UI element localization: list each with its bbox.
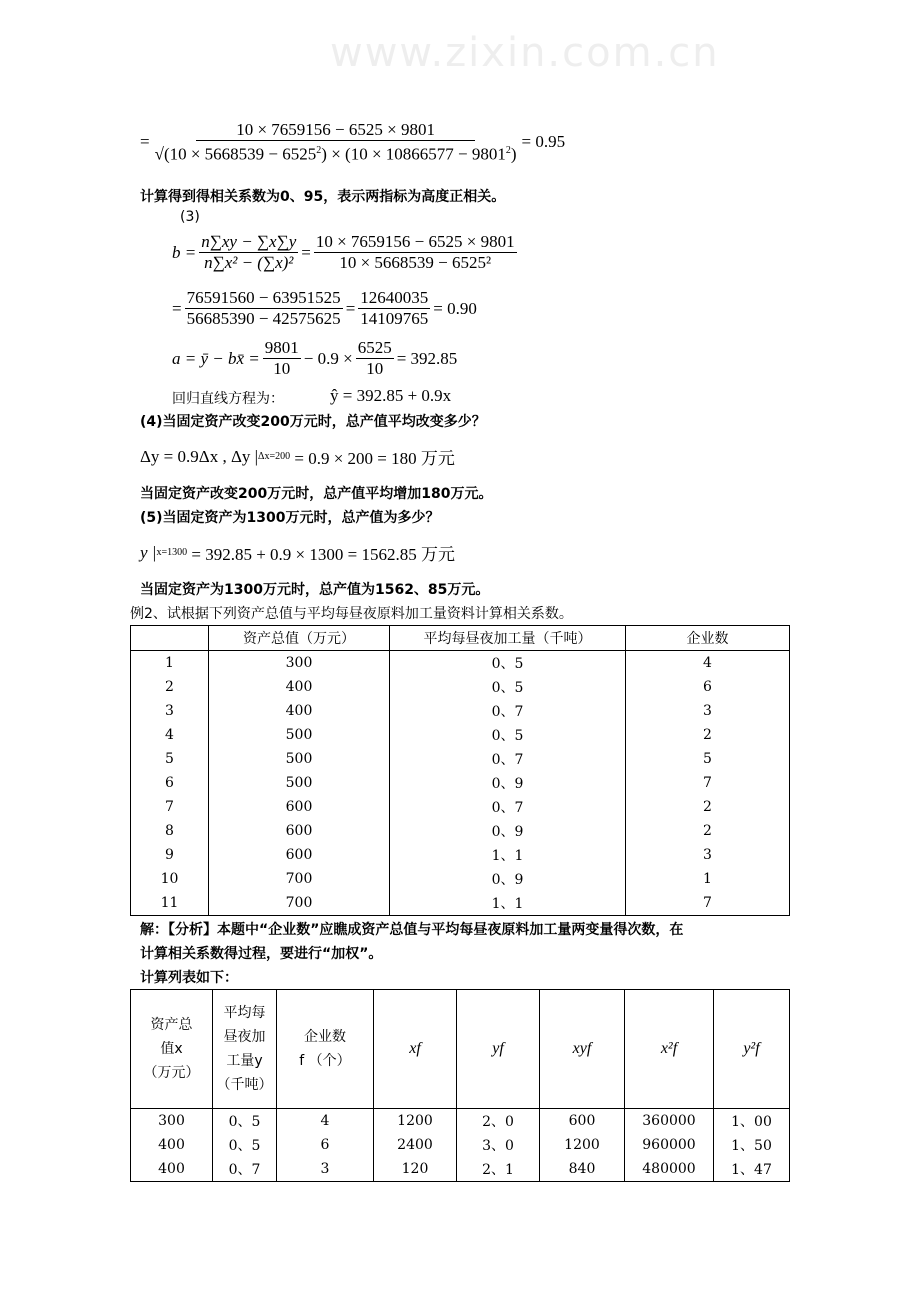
lhs: a = ȳ − bx̄ =: [172, 348, 260, 368]
header-cell: 企业数: [626, 626, 790, 651]
den-a: (10 × 5668539 − 6525: [163, 144, 317, 164]
table-row: [131, 699, 790, 723]
table-cell: 0、7: [390, 795, 626, 819]
table-cell: 11: [131, 891, 209, 916]
table-cell: 840: [540, 1157, 625, 1182]
table-cell: 1、1: [390, 843, 626, 867]
numerator: 10 × 7659156 − 6525 × 9801: [196, 120, 475, 141]
table-cell: 6: [626, 675, 790, 699]
fraction: [314, 232, 517, 273]
part-b: = 392.85 + 0.9 × 1300 = 1562.85 万元: [191, 545, 455, 564]
part-a: y |: [140, 542, 157, 562]
header-line: 工量y: [226, 1053, 263, 1069]
fraction: [185, 288, 343, 329]
header-line: 资产总: [150, 1017, 193, 1033]
header-cell: [131, 626, 209, 651]
table-cell: 0、7: [390, 699, 626, 723]
table-cell: 7: [626, 891, 790, 916]
table-row: [131, 843, 790, 867]
denominator: 10: [366, 359, 384, 378]
part-a: Δy = 0.9Δx , Δy |: [140, 446, 259, 466]
table-row: [131, 867, 790, 891]
header-cell: 资产总值（万元）: [209, 626, 390, 651]
header-line: 平均每: [223, 1005, 266, 1021]
table-row: [131, 819, 790, 843]
header-line: f （个）: [299, 1053, 351, 1069]
denominator: $√(10 \times 5668539 - 6525^2) \times (10 \times 10866577 - 9801^2)$: [154, 144, 517, 164]
numerator: 76591560 − 63951525: [186, 288, 341, 307]
fraction: [199, 232, 298, 273]
fraction: [356, 338, 394, 379]
header-line: xyf: [572, 1040, 592, 1057]
header-cell: [540, 990, 625, 1109]
table-cell: 0、5: [390, 651, 626, 676]
table-cell: 3、0: [457, 1133, 540, 1157]
table-cell: 480000: [625, 1157, 714, 1182]
table-cell: 3: [626, 699, 790, 723]
formula-b-cont: = $\frac{76591560 - 63951525}{56685390 - 42575625}$ = $\frac{12640035}{14109765}$ = 0.90: [172, 288, 477, 328]
header-line: 昼夜加: [223, 1029, 266, 1045]
answer-5: 当固定资产为1300万元时，总产值为1562、85万元。: [140, 582, 490, 598]
table-row: [131, 795, 790, 819]
fraction: [358, 288, 430, 329]
table-row: [131, 1133, 790, 1157]
answer-4: 当固定资产改变200万元时，总产值平均增加180万元。: [140, 486, 493, 502]
regression-label: 回归直线方程为：: [172, 391, 284, 407]
table-cell: 700: [209, 867, 390, 891]
data-table: [130, 625, 790, 916]
table-cell: 2: [626, 723, 790, 747]
table-cell: 4: [131, 723, 209, 747]
mid: − 0.9 ×: [303, 348, 353, 368]
subscript: x=1300: [156, 547, 188, 558]
numerator: n∑xy − ∑x∑y: [201, 232, 297, 251]
header-line: x²f: [660, 1040, 678, 1057]
table-row: [131, 771, 790, 795]
table-cell: 120: [374, 1157, 457, 1182]
table-cell: 600: [209, 795, 390, 819]
table-cell: 2、1: [457, 1157, 540, 1182]
table-cell: 960000: [625, 1133, 714, 1157]
table-cell: 500: [209, 771, 390, 795]
table-cell: 0、5: [390, 675, 626, 699]
header-cell: [213, 990, 277, 1109]
table-cell: 600: [209, 843, 390, 867]
header-cell: 平均每昼夜加工量（千吨）: [390, 626, 626, 651]
table-cell: 1: [131, 651, 209, 676]
den-c: ): [510, 144, 517, 164]
table-cell: 10: [131, 867, 209, 891]
table-cell: 0、7: [213, 1157, 277, 1182]
table-cell: 0、5: [390, 723, 626, 747]
formula-a: [172, 338, 457, 379]
table-cell: 2、0: [457, 1109, 540, 1134]
table-cell: 0、5: [213, 1109, 277, 1134]
table-cell: 6: [277, 1133, 374, 1157]
numerator: 9801: [264, 338, 299, 357]
table-cell: 2: [131, 675, 209, 699]
numerator: 6525: [357, 338, 392, 357]
calculation-table: [130, 989, 790, 1182]
header-line: yf: [492, 1040, 504, 1057]
question-4: (4)当固定资产改变200万元时，总产值平均改变多少？: [140, 414, 486, 430]
fraction: [153, 120, 519, 165]
table-cell: 1、00: [714, 1109, 790, 1134]
table-cell: 1: [626, 867, 790, 891]
solution-line-1: 解：【分析】本题中“企业数”应瞧成资产总值与平均每昼夜原料加工量两变量得次数，在: [140, 922, 684, 938]
fraction: [263, 338, 301, 379]
table-cell: 7: [131, 795, 209, 819]
conclusion-text: 计算得到得相关系数为0、95，表示两指标为高度正相关。: [140, 189, 506, 205]
table-cell: 400: [209, 699, 390, 723]
table-cell: 7: [626, 771, 790, 795]
solution-line-3: 计算列表如下：: [140, 970, 238, 986]
label-3: (3): [180, 209, 200, 225]
header-cell: [374, 990, 457, 1109]
result: = 0.90: [433, 298, 477, 318]
denominator: n∑x² − (∑x)²: [204, 253, 294, 272]
denominator: 10: [273, 359, 291, 378]
header-line: （万元）: [143, 1065, 200, 1081]
table-row: [131, 891, 790, 916]
header-line: 企业数: [304, 1029, 346, 1045]
formula-5: [140, 540, 455, 565]
table-cell: 1、1: [390, 891, 626, 916]
table-header-row: [131, 626, 790, 651]
table-cell: 8: [131, 819, 209, 843]
table-cell: 2: [626, 795, 790, 819]
regression-equation: ŷ = 392.85 + 0.9x: [330, 386, 452, 405]
header-cell: [714, 990, 790, 1109]
table-cell: 1200: [374, 1109, 457, 1134]
table-cell: 2: [626, 819, 790, 843]
formula-b: b = $\frac{n\sum xy - \sum x\sum y}{\text{n∑x² − (∑x)²}}$ = $\frac{10 \times 7659156 - 6525 \times 9801}{\text{10 × 5668539 − 6525²}}$: [172, 232, 515, 272]
table-cell: 500: [209, 747, 390, 771]
table-row: [131, 747, 790, 771]
denominator: 56685390 − 42575625: [186, 309, 341, 328]
table-cell: 400: [209, 675, 390, 699]
table-cell: 1、47: [714, 1157, 790, 1182]
table-cell: 500: [209, 723, 390, 747]
table-cell: 600: [540, 1109, 625, 1134]
header-line: y²f: [743, 1040, 760, 1057]
header-cell: [457, 990, 540, 1109]
header-line: （千吨）: [216, 1077, 273, 1093]
table-cell: 400: [131, 1133, 213, 1157]
lhs: b =: [172, 242, 197, 262]
formula-correlation: [140, 120, 565, 165]
table-cell: 300: [209, 651, 390, 676]
table-row: [131, 1157, 790, 1182]
table-cell: 360000: [625, 1109, 714, 1134]
header-cell: [131, 990, 213, 1109]
table-cell: 4: [626, 651, 790, 676]
formula-4: [140, 444, 455, 469]
table-cell: 3: [131, 699, 209, 723]
table-cell: 6: [131, 771, 209, 795]
table-cell: 4: [277, 1109, 374, 1134]
table-cell: 1、50: [714, 1133, 790, 1157]
table-cell: 9: [131, 843, 209, 867]
table-cell: 3: [626, 843, 790, 867]
watermark: www.zixin.com.cn: [330, 30, 720, 76]
numerator: 10 × 7659156 − 6525 × 9801: [315, 232, 515, 251]
table-cell: 5: [626, 747, 790, 771]
table-row: [131, 723, 790, 747]
header-cell: [277, 990, 374, 1109]
table-cell: 2400: [374, 1133, 457, 1157]
result: = 392.85: [396, 348, 458, 368]
table-cell: 0、9: [390, 771, 626, 795]
header-cell: [625, 990, 714, 1109]
denominator: 14109765: [360, 309, 429, 328]
table-cell: 0、7: [390, 747, 626, 771]
denominator: 10 × 5668539 − 6525²: [339, 253, 492, 272]
part-b: = 0.9 × 200 = 180 万元: [294, 449, 455, 468]
header-line: xf: [409, 1040, 421, 1057]
table-cell: 700: [209, 891, 390, 916]
table-cell: 300: [131, 1109, 213, 1134]
table-cell: 0、9: [390, 867, 626, 891]
subscript: Δx=200: [258, 451, 291, 462]
table-cell: 1200: [540, 1133, 625, 1157]
table-row: [131, 651, 790, 676]
eq: =: [140, 132, 150, 152]
table-cell: 400: [131, 1157, 213, 1182]
table-row: [131, 1109, 790, 1134]
table-cell: 0、5: [213, 1133, 277, 1157]
table-cell: 0、9: [390, 819, 626, 843]
numerator: 12640035: [360, 288, 429, 307]
table-cell: 600: [209, 819, 390, 843]
table-header-row: [131, 990, 790, 1109]
example-2: 例2、试根据下列资产总值与平均每昼夜原料加工量资料计算相关系数。: [130, 606, 573, 622]
table-row: [131, 675, 790, 699]
solution-line-2: 计算相关系数得过程，要进行“加权”。: [140, 946, 383, 962]
result: = 0.95: [521, 132, 566, 152]
den-b: ) × (10 × 10866577 − 9801: [321, 144, 506, 164]
table-cell: 3: [277, 1157, 374, 1182]
question-5: (5)当固定资产为1300万元时，总产值为多少？: [140, 510, 440, 526]
header-line: 值x: [160, 1041, 183, 1057]
table-cell: 5: [131, 747, 209, 771]
